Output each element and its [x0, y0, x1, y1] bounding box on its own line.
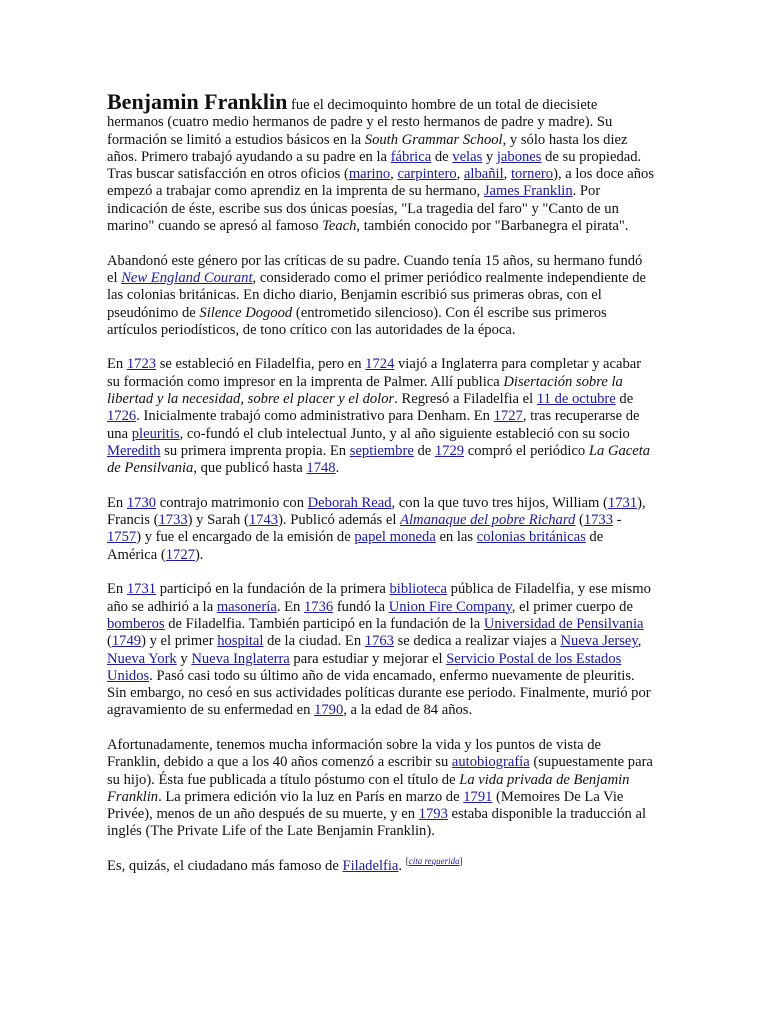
body-text: En — [107, 581, 127, 598]
wiki-link[interactable]: marino — [348, 166, 391, 183]
body-text: , — [390, 166, 398, 183]
italic-text: Teach — [322, 218, 357, 235]
body-text: viajó a Inglaterra para completar y acabar su formación como impresor en la imprenta de Palmer. Allí publica — [107, 356, 642, 390]
wiki-link[interactable]: carpintero — [397, 166, 457, 183]
paragraph-6 — [107, 737, 655, 841]
body-text: ). — [194, 546, 204, 563]
italic-text: La Gaceta de Pensilvania — [107, 442, 651, 477]
body-text: y — [482, 148, 497, 165]
wiki-link[interactable]: Deborah Read — [307, 494, 392, 511]
body-text: fundó la — [333, 598, 389, 615]
body-text: ). Publicó además el — [278, 512, 401, 529]
body-text: ( — [107, 633, 112, 650]
body-text: participó en la fundación de la primera — [156, 581, 390, 598]
body-text: compró el periódico — [464, 442, 589, 459]
paragraph-2 — [107, 253, 655, 339]
wiki-link[interactable]: 1729 — [434, 442, 465, 459]
body-text: Afortunadamente, tenemos mucha información sobre la vida y los puntos de vista de Franklin, debido a que a los 40 años comenzó a escribir su — [107, 736, 602, 771]
wiki-link[interactable]: velas — [452, 148, 483, 165]
body-text: En — [107, 356, 127, 373]
paragraph-4 — [107, 495, 655, 564]
wiki-link[interactable]: albañil — [463, 166, 504, 183]
wiki-link[interactable]: Union Fire Company — [388, 598, 512, 615]
paragraph-5 — [107, 581, 655, 719]
wiki-link[interactable]: biblioteca — [389, 581, 448, 598]
body-text: , que publicó hasta — [193, 460, 307, 477]
wiki-link[interactable]: pleuritis — [131, 425, 180, 442]
body-text: , co-fundó el club intelectual Junto, y al año siguiente estableció con su socio — [179, 425, 630, 442]
body-text: , — [637, 633, 642, 650]
body-text: ), a los doce años empezó a trabajar como aprendiz en la imprenta de su hermano, — [107, 166, 655, 200]
wiki-link[interactable]: papel moneda — [354, 529, 436, 546]
body-text: , tras recuperarse de una — [107, 408, 640, 442]
wiki-link[interactable]: 1790 — [314, 702, 344, 719]
body-text: ) y el primer — [141, 633, 218, 650]
body-text: de — [413, 442, 435, 459]
body-text: ) y Sarah ( — [187, 512, 249, 529]
body-text: , considerado como el primer periódico realmente independiente de las colonias británicas. En dicho diario, Benjamin escribió sus primeras obras, con el pseudónimo de — [107, 269, 647, 321]
wiki-link[interactable]: 1723 — [126, 356, 157, 373]
article-body — [107, 89, 655, 893]
citation-bracket: [ — [405, 856, 409, 867]
wiki-link[interactable]: 1724 — [365, 356, 395, 373]
wiki-link[interactable]: 1733 — [158, 512, 188, 529]
wiki-link[interactable]: 11 de octubre — [536, 391, 616, 408]
wiki-link[interactable]: 1748 — [306, 460, 336, 477]
wiki-link[interactable]: Meredith — [107, 442, 161, 459]
wiki-link[interactable]: 1731 — [607, 494, 638, 511]
body-text: . — [398, 858, 406, 875]
wiki-link[interactable]: bomberos — [107, 615, 165, 632]
wiki-link[interactable]: Servicio Postal de los Estados Unidos — [107, 650, 622, 684]
body-text: (entrometido silencioso). Con él escribe sus primeros artículos periodísticos, de tono crítico con las autoridades de la época. — [107, 304, 607, 338]
body-text: . Por indicación de éste, escribe sus dos únicas poesías, "La tragedia del faro" y "Canto de un marino" cuando se apresó al famoso — [107, 183, 619, 235]
wiki-link[interactable]: 1757 — [107, 529, 137, 546]
wiki-link[interactable]: Nueva York — [107, 650, 177, 667]
italic-text: Silence Dogood — [199, 304, 293, 321]
wiki-link[interactable]: Nueva Inglaterra — [191, 650, 290, 667]
wiki-link[interactable]: colonias británicas — [476, 529, 586, 546]
wiki-link[interactable]: 1727 — [493, 408, 523, 425]
wiki-link[interactable]: James Franklin — [483, 183, 573, 200]
wiki-link[interactable]: 1743 — [248, 512, 279, 529]
body-text: . Pasó casi todo su último año de vida encamado, enfermo nuevamente de pleuritis. Sin embargo, no cesó en sus actividades políticas durante ese periodo. Finalmente, murió por agravamiento de su enfermedad en — [107, 667, 651, 719]
paragraph-3 — [107, 356, 655, 477]
body-text: fue el decimoquinto hombre de un total de diecisiete hermanos (cuatro medio hermanos de padre y el resto hermanos de padre y madre). Su formación se limitó a estudios básicos en la — [107, 97, 613, 148]
paragraph-1 — [107, 89, 655, 235]
wiki-link[interactable]: 1791 — [463, 788, 493, 805]
body-text: contrajo matrimonio con — [156, 494, 308, 511]
body-text: ( — [575, 512, 584, 529]
body-text: En — [107, 494, 127, 511]
body-text: y — [176, 650, 192, 667]
wiki-link[interactable]: New England Courant — [121, 269, 253, 286]
body-text: (Memoires De La Vie Privée), menos de un año después de su muerte, y en — [107, 788, 624, 823]
italic-text: South Grammar School — [364, 131, 503, 148]
citation-bracket: ] — [459, 856, 463, 867]
wiki-link[interactable]: septiembre — [349, 442, 414, 459]
body-text: estaba disponible la traducción al inglés (The Private Life of the Late Benjamin Franklin). — [107, 806, 647, 840]
wiki-link[interactable]: 1763 — [364, 633, 394, 650]
body-text: , el primer cuerpo de — [511, 598, 633, 615]
wiki-link[interactable]: Nueva Jersey — [560, 633, 638, 650]
body-text: ), Francis ( — [107, 494, 646, 529]
wiki-link[interactable]: 1727 — [165, 546, 195, 563]
italic-text: Disertación sobre la libertad y la necesidad, sobre el placer y el dolor — [107, 373, 623, 408]
body-text: en las — [435, 529, 477, 546]
body-text: se estableció en Filadelfia, pero en — [156, 356, 366, 373]
body-text: de su propiedad. Tras buscar satisfacción en otros oficios ( — [107, 148, 642, 183]
body-text: su primera imprenta propia. En — [160, 442, 350, 459]
body-text: - — [613, 512, 622, 529]
wiki-link[interactable]: 1730 — [126, 494, 157, 511]
wiki-link[interactable]: fábrica — [390, 148, 432, 165]
body-text: , — [456, 166, 464, 183]
body-text: Es, quizás, el ciudadano más famoso de — [107, 858, 343, 875]
body-text: Abandonó este género por las críticas de su padre. Cuando tenía 15 años, su hermano fundó el — [107, 252, 643, 286]
wiki-link[interactable]: hospital — [217, 633, 264, 650]
body-text: de la ciudad. En — [263, 633, 365, 650]
wiki-link[interactable]: tornero — [510, 166, 554, 183]
wiki-link[interactable]: masonería — [216, 598, 277, 615]
body-text: ) y fue el encargado de la emisión de — [136, 529, 355, 546]
body-text: pública de Filadelfia, y ese mismo año se adhirió a la — [107, 581, 651, 615]
body-text: , y sólo hasta los diez años. Primero trabajó ayudando a su padre en la — [107, 131, 628, 165]
body-text: . — [335, 460, 340, 477]
body-text: (supuestamente para su hijo). Ésta fue publicada a título póstumo con el título de — [107, 754, 653, 788]
citation-needed-link[interactable]: cita requerida — [408, 856, 460, 867]
wiki-link[interactable]: Almanaque del pobre Richard — [400, 512, 576, 529]
wiki-link[interactable]: 1726 — [107, 408, 137, 425]
wiki-link[interactable]: 1731 — [126, 581, 157, 598]
wiki-link[interactable]: 1749 — [111, 633, 142, 650]
wiki-link[interactable]: autobiografía — [451, 754, 530, 771]
body-text: se dedica a realizar viajes a — [393, 633, 561, 650]
body-text: , con la que tuvo tres hijos, William ( — [391, 494, 608, 511]
body-text: . Regresó a Filadelfia el — [394, 391, 537, 408]
body-text: , — [503, 166, 511, 183]
wiki-link[interactable]: 1736 — [303, 598, 334, 615]
body-text: , también conocido por "Barbanegra el pirata". — [356, 218, 629, 235]
wiki-link[interactable]: 1733 — [583, 512, 613, 529]
body-text: de América ( — [107, 529, 604, 563]
italic-text: La vida privada de Benjamin Franklin — [107, 771, 630, 805]
body-text: . Inicialmente trabajó como administrativo para Denham. En — [136, 408, 494, 425]
wiki-link[interactable]: Filadelfia — [342, 858, 399, 875]
body-text: de — [615, 391, 634, 408]
body-text: de Filadelfia. También participó en la fundación de la — [164, 615, 484, 632]
article-title: Benjamin Franklin — [107, 89, 288, 114]
wiki-link[interactable]: 1793 — [418, 806, 448, 823]
body-text: para estudiar y mejorar el — [289, 650, 447, 667]
citation-needed — [406, 856, 463, 866]
body-text: . La primera edición vio la luz en París en marzo de — [158, 788, 464, 805]
body-text: . En — [276, 598, 304, 615]
body-text: de — [431, 148, 453, 165]
body-text: , a la edad de 84 años. — [343, 702, 473, 719]
wiki-link[interactable]: Universidad de Pensilvania — [483, 615, 644, 632]
paragraph-7 — [107, 858, 655, 875]
wiki-link[interactable]: jabones — [496, 148, 542, 165]
